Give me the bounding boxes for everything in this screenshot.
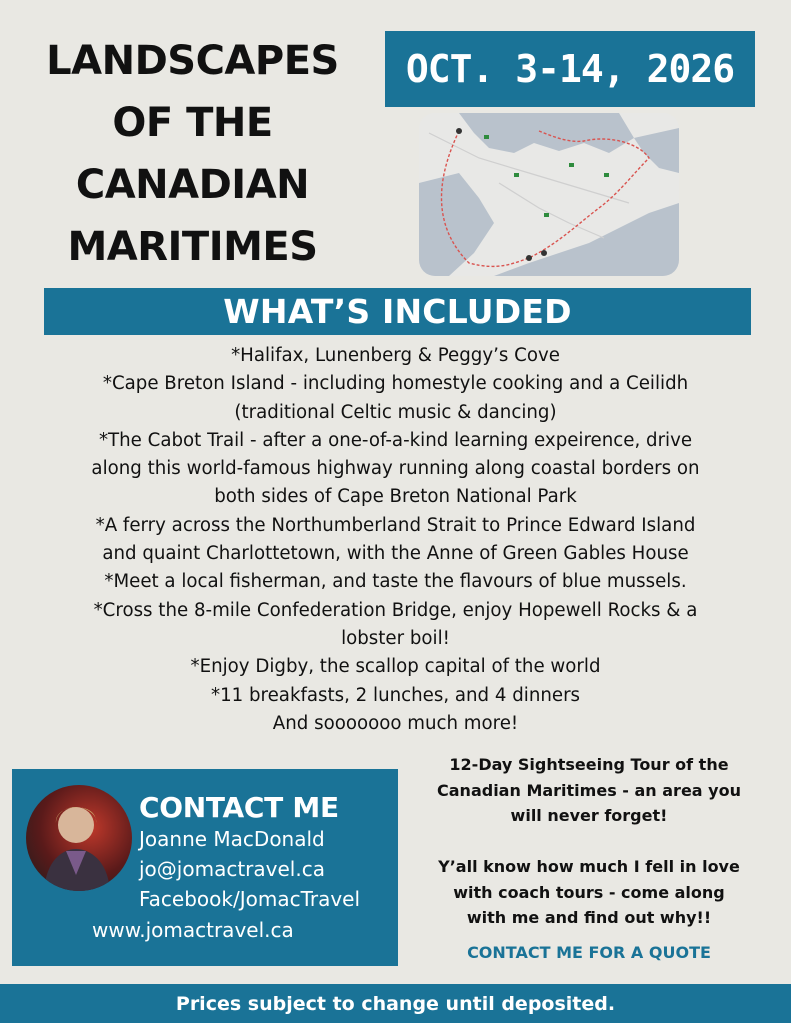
list-item: *A ferry across the Northumberland Strait to Prince Edward Island — [95, 514, 696, 536]
title-line: LANDSCAPES — [46, 38, 339, 84]
list-item: *Cape Breton Island - including homestyle cooking and a Ceilidh — [102, 373, 689, 395]
route-map-image — [419, 113, 679, 276]
list-item: *Cross the 8-mile Confederation Bridge, enjoy Hopewell Rocks & a — [93, 599, 698, 621]
list-item: *The Cabot Trail - after a one-of-a-kind learning expeirence, drive — [98, 429, 693, 451]
list-item: lobster boil! — [341, 627, 450, 649]
list-item: both sides of Cape Breton National Park — [214, 486, 577, 508]
list-item: And sooooooo much more! — [272, 712, 519, 734]
contact-facebook-link[interactable]: Facebook/JomacTravel — [139, 887, 361, 911]
tour-line: Canadian Maritimes - an area you — [437, 780, 741, 800]
tour-line — [410, 829, 768, 855]
route-map-svg — [419, 113, 679, 276]
footer-banner — [0, 984, 791, 1023]
title-line: MARITIMES — [67, 224, 318, 270]
title-line: CANADIAN — [75, 162, 310, 208]
contact-website-link[interactable]: www.jomactravel.ca — [92, 918, 294, 942]
tour-line: 12-Day Sightseeing Tour of the — [449, 755, 729, 774]
list-item: *Meet a local fisherman, and taste the flavours of blue mussels. — [104, 571, 687, 593]
contact-email-link[interactable]: jo@jomactravel.ca — [139, 857, 325, 881]
included-list — [30, 342, 761, 738]
section-heading: WHAT’S INCLUDED — [223, 292, 572, 331]
tour-description — [410, 752, 768, 931]
title-line: OF THE — [112, 100, 273, 146]
list-item: along this world-famous highway running along coastal borders on — [91, 458, 700, 480]
list-item: (traditional Celtic music & dancing) — [234, 401, 557, 423]
tour-dates-banner — [385, 31, 755, 107]
page-title — [20, 30, 365, 278]
contact-heading: CONTACT ME — [139, 791, 339, 824]
whats-included-heading — [44, 288, 751, 335]
list-item: and quaint Charlottetown, with the Anne of Green Gables House — [102, 543, 689, 565]
tour-line: with coach tours - come along — [453, 882, 725, 902]
contact-for-quote-link[interactable]: CONTACT ME FOR A QUOTE — [467, 943, 711, 962]
contact-name: Joanne MacDonald — [139, 827, 325, 851]
tour-dates: OCT. 3-14, 2026 — [405, 47, 735, 91]
tour-line: with me and find out why!! — [466, 908, 712, 927]
tour-line: will never forget! — [510, 806, 668, 825]
list-item: *11 breakfasts, 2 lunches, and 4 dinners — [210, 684, 581, 706]
list-item: *Enjoy Digby, the scallop capital of the world — [190, 656, 601, 678]
avatar — [26, 785, 132, 891]
contact-card — [12, 769, 398, 966]
tour-line: Y’all know how much I fell in love — [438, 857, 740, 876]
list-item: *Halifax, Lunenberg & Peggy’s Cove — [231, 345, 560, 366]
footer-text: Prices subject to change until deposited. — [175, 992, 616, 1015]
portrait-icon — [26, 785, 132, 891]
